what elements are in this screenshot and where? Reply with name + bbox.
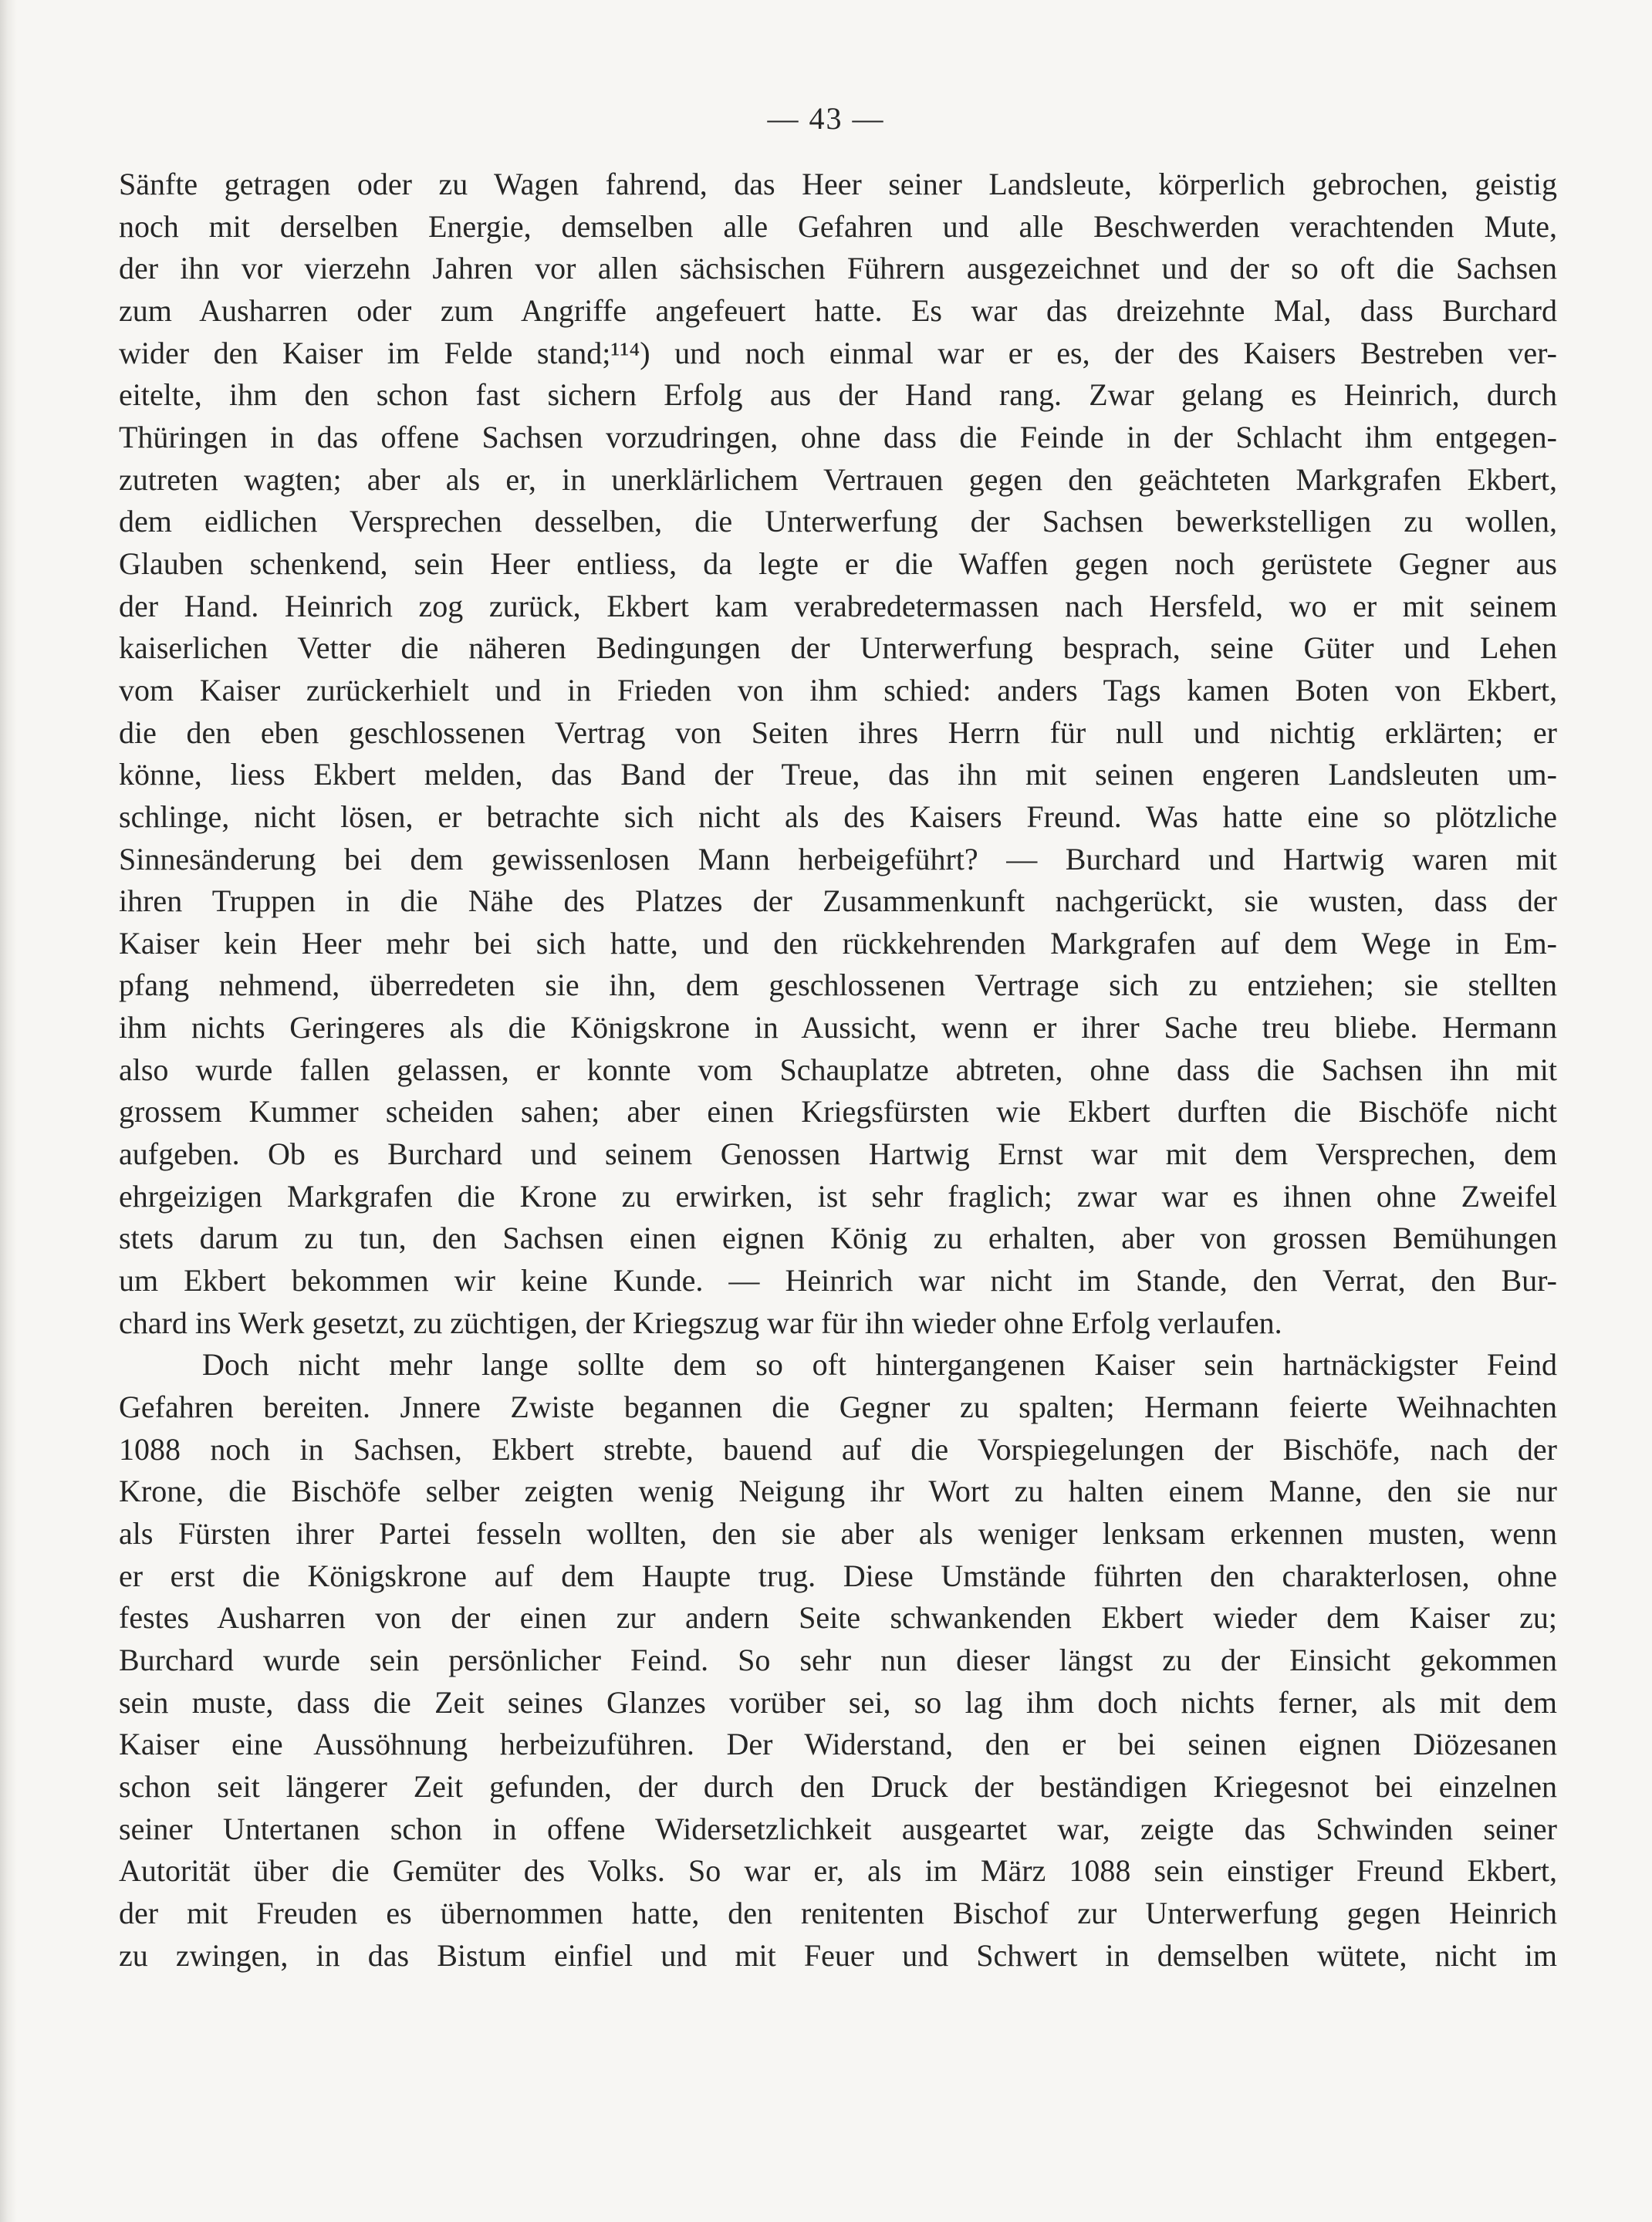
text-line: Autorität über die Gemüter des Volks. So war er, als im März 1088 sein einstiger Freund Ekbert, bbox=[119, 1853, 1557, 1889]
body-text bbox=[119, 164, 1557, 1977]
text-line: eitelte, ihm den schon fast sichern Erfolg aus der Hand rang. Zwar gelang es Heinrich, durch bbox=[119, 377, 1557, 413]
text-line: festes Ausharren von der einen zur andern Seite schwankenden Ekbert wieder dem Kaiser zu; bbox=[119, 1600, 1557, 1636]
text-line: Glauben schenkend, sein Heer entliess, da legte er die Waffen gegen noch gerüstete Gegner aus bbox=[119, 545, 1557, 581]
text-line: 1088 noch in Sachsen, Ekbert strebte, bauend auf die Vorspiegelungen der Bischöfe, nach der bbox=[119, 1431, 1557, 1467]
text-line: noch mit derselben Energie, demselben alle Gefahren und alle Beschwerden verachtenden Mute, bbox=[119, 208, 1557, 244]
text-line: seiner Untertanen schon in offene Widersetzlichkeit ausgeartet war, zeigte das Schwinden seiner bbox=[119, 1811, 1557, 1846]
text-line: Gefahren bereiten. Jnnere Zwiste begannen die Gegner zu spalten; Hermann feierte Weihnachten bbox=[119, 1390, 1557, 1425]
text-line: er erst die Königskrone auf dem Haupte trug. Diese Umstände führten den charakterlosen, ohne bbox=[119, 1558, 1557, 1593]
text-line: der ihn vor vierzehn Jahren vor allen sächsischen Führern ausgezeichnet und der so oft die Sachsen bbox=[119, 251, 1557, 286]
text-line: Doch nicht mehr lange sollte dem so oft hintergangenen Kaiser sein hartnäckigster Feind bbox=[202, 1347, 1557, 1383]
text-line: Sinnesänderung bei dem gewissenlosen Mann herbeigeführt? — Burchard und Hartwig waren mit bbox=[119, 841, 1557, 876]
text-line: Kaiser kein Heer mehr bei sich hatte, und den rückkehrenden Markgrafen auf dem Wege in Em- bbox=[119, 925, 1557, 961]
text-line: schlinge, nicht lösen, er betrachte sich nicht als des Kaisers Freund. Was hatte eine so plötzliche bbox=[119, 799, 1557, 834]
text-line: als Fürsten ihrer Partei fesseln wollten, den sie aber als weniger lenksam erkennen musten, wenn bbox=[119, 1516, 1557, 1551]
text-line: sein muste, dass die Zeit seines Glanzes vorüber sei, so lag ihm doch nichts ferner, als mit dem bbox=[119, 1684, 1557, 1720]
text-line: schon seit längerer Zeit gefunden, der durch den Druck der beständigen Kriegesnot bei einzelnen bbox=[119, 1768, 1557, 1804]
text-line: Thüringen in das offene Sachsen vorzudringen, ohne dass die Feinde in der Schlacht ihm entgegen- bbox=[119, 419, 1557, 454]
text-line: also wurde fallen gelassen, er konnte vom Schauplatze abtreten, ohne dass die Sachsen ihn mit bbox=[119, 1052, 1557, 1087]
text-line: zum Ausharren oder zum Angriffe angefeuert hatte. Es war das dreizehnte Mal, dass Burchard bbox=[119, 292, 1557, 328]
text-line: um Ekbert bekommen wir keine Kunde. — Heinrich war nicht im Stande, den Verrat, den Bur- bbox=[119, 1263, 1557, 1298]
text-line: Krone, die Bischöfe selber zeigten wenig Neigung ihr Wort zu halten einem Manne, den sie nur bbox=[119, 1474, 1557, 1509]
text-line: pfang nehmend, überredeten sie ihn, dem geschlossenen Vertrage sich zu entziehen; sie stellten bbox=[119, 967, 1557, 1003]
text-line: chard ins Werk gesetzt, zu züchtigen, der Kriegszug war für ihn wieder ohne Erfolg verlaufen. bbox=[119, 1305, 1282, 1340]
text-line: der mit Freuden es übernommen hatte, den renitenten Bischof zur Unterwerfung gegen Heinrich bbox=[119, 1895, 1557, 1930]
text-line: könne, liess Ekbert melden, das Band der Treue, das ihn mit seinen engeren Landsleuten um- bbox=[119, 757, 1557, 792]
text-line: die den eben geschlossenen Vertrag von Seiten ihres Herrn für null und nichtig erklärten; er bbox=[119, 714, 1557, 750]
text-line: ehrgeizigen Markgrafen die Krone zu erwirken, ist sehr fraglich; zwar war es ihnen ohne Zweifel bbox=[119, 1178, 1557, 1214]
text-line: ihm nichts Geringeres als die Königskrone in Aussicht, wenn er ihrer Sache treu bliebe. Hermann bbox=[119, 1010, 1557, 1045]
text-line: zutreten wagten; aber als er, in unerklärlichem Vertrauen gegen den geächteten Markgrafen Ekbert, bbox=[119, 461, 1557, 497]
text-line: zu zwingen, in das Bistum einfiel und mit Feuer und Schwert in demselben wütete, nicht im bbox=[119, 1937, 1557, 1973]
text-line: der Hand. Heinrich zog zurück, Ekbert kam verabredetermassen nach Hersfeld, wo er mit seinem bbox=[119, 588, 1557, 623]
text-line: Kaiser eine Aussöhnung herbeizuführen. Der Widerstand, den er bei seinen eignen Diözesanen bbox=[119, 1727, 1557, 1762]
text-line: grossem Kummer scheiden sahen; aber einen Kriegsfürsten wie Ekbert durften die Bischöfe nicht bbox=[119, 1094, 1557, 1130]
text-line: vom Kaiser zurückerhielt und in Frieden von ihm schied: anders Tags kamen Boten von Ekbert, bbox=[119, 672, 1557, 707]
text-line: Sänfte getragen oder zu Wagen fahrend, das Heer seiner Landsleute, körperlich gebrochen, geistig bbox=[119, 167, 1557, 201]
text-line: Burchard wurde sein persönlicher Feind. So sehr nun dieser längst zu der Einsicht gekommen bbox=[119, 1642, 1557, 1677]
text-line: dem eidlichen Versprechen desselben, die Unterwerfung der Sachsen bewerkstelligen zu wollen, bbox=[119, 504, 1557, 539]
page-number: — 43 — bbox=[767, 101, 885, 136]
page-binding-edge bbox=[0, 0, 17, 2222]
text-line: wider den Kaiser im Felde stand;¹¹⁴) und noch einmal war er es, der des Kaisers Bestreben ver- bbox=[119, 335, 1557, 370]
text-line: kaiserlichen Vetter die näheren Bedingungen der Unterwerfung besprach, seine Güter und Lehen bbox=[119, 630, 1557, 666]
text-line: ihren Truppen in die Nähe des Platzes der Zusammenkunft nachgerückt, sie wusten, dass der bbox=[119, 883, 1557, 919]
text-line: aufgeben. Ob es Burchard und seinem Genossen Hartwig Ernst war mit dem Versprechen, dem bbox=[119, 1136, 1557, 1172]
text-line: stets darum zu tun, den Sachsen einen eignen König zu erhalten, aber von grossen Bemühungen bbox=[119, 1221, 1557, 1256]
